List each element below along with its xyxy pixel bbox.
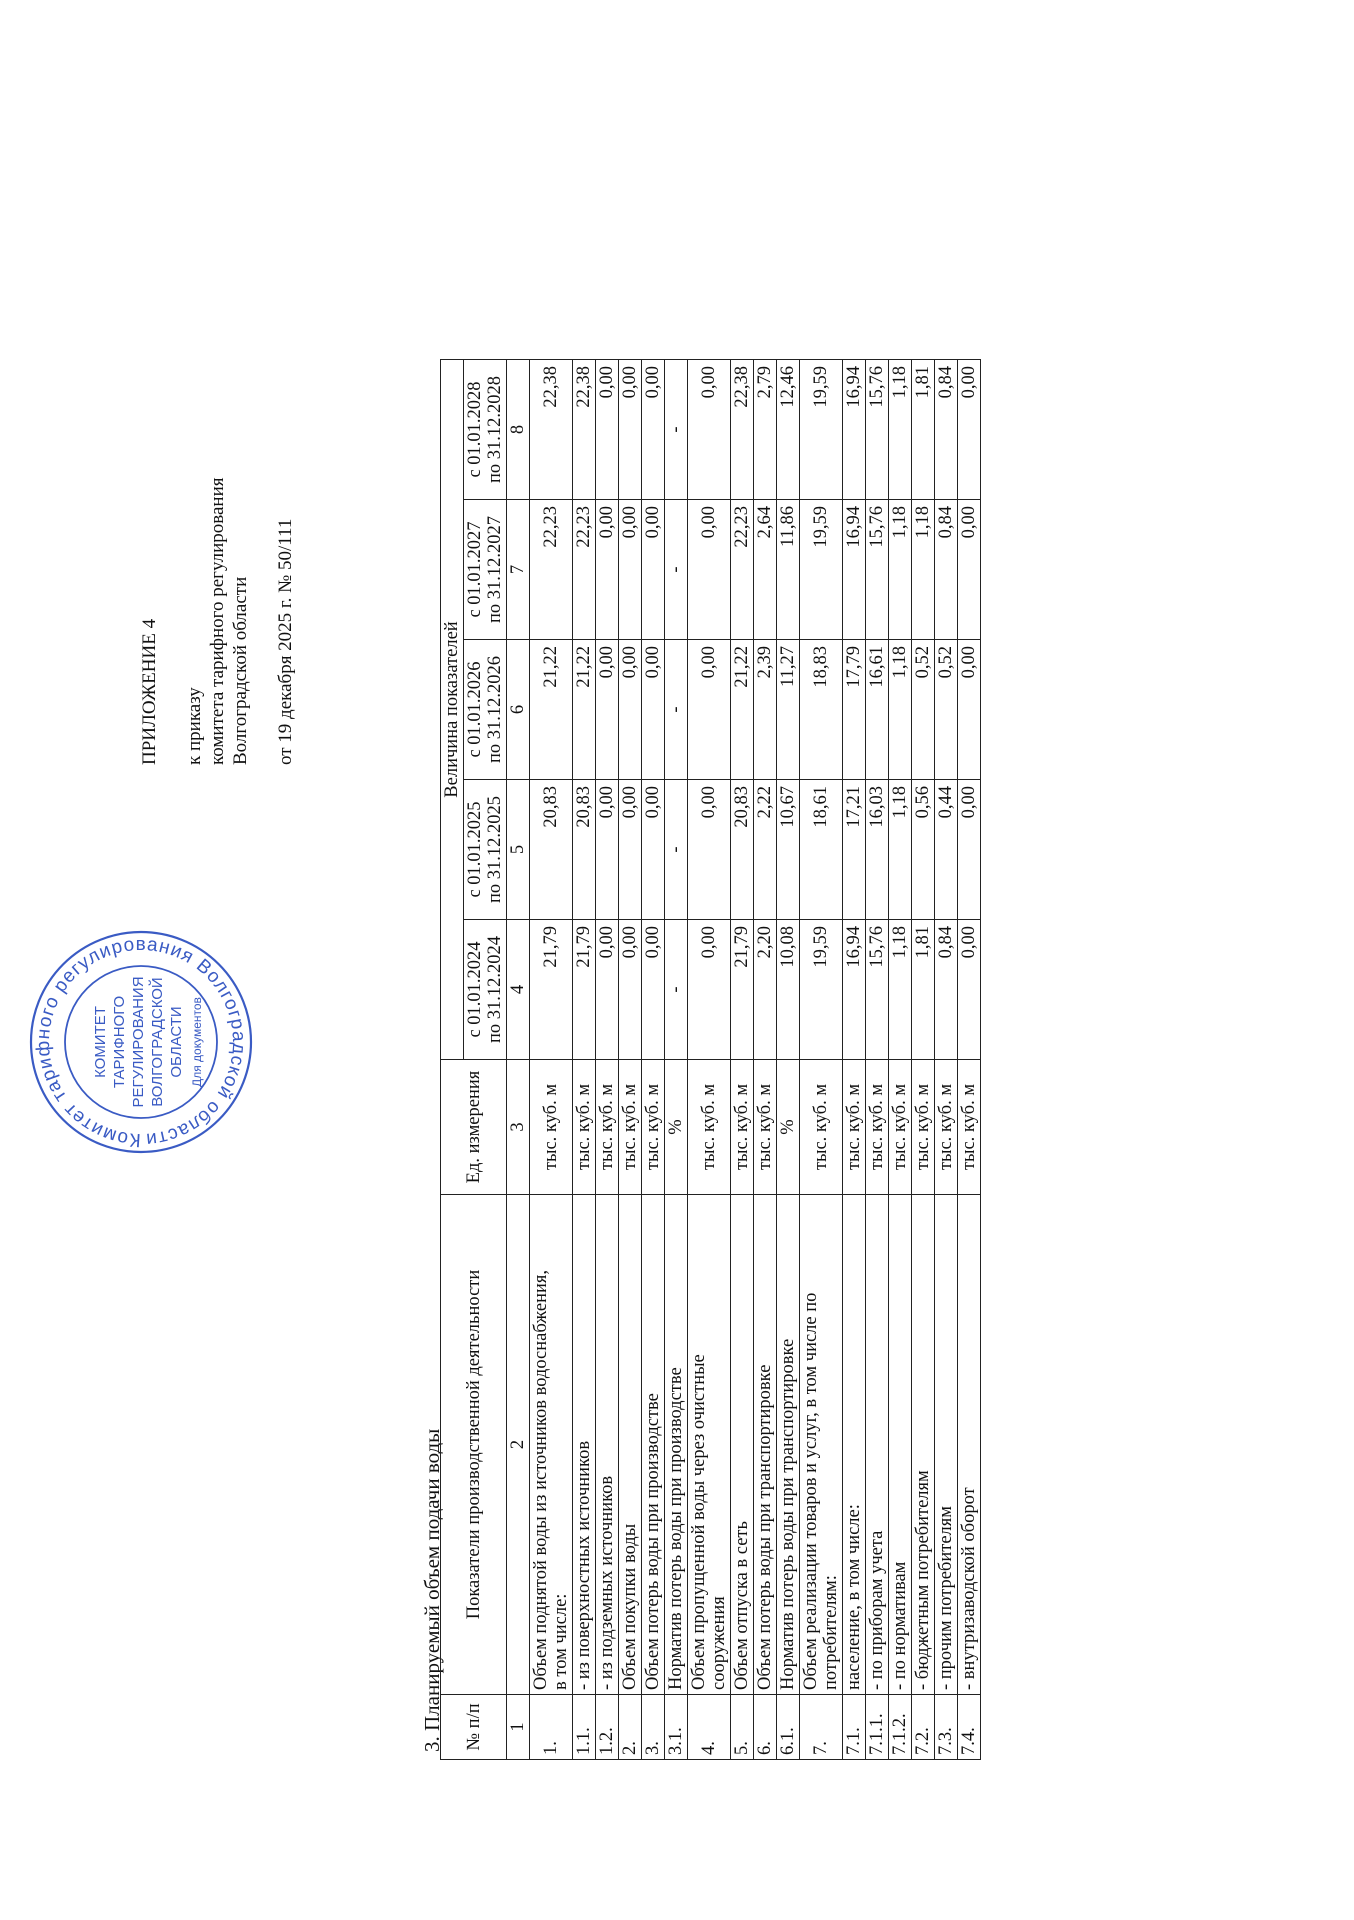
row-value: 21,79 bbox=[731, 920, 754, 1060]
row-value: 20,83 bbox=[731, 780, 754, 920]
stamp-line-5: ОБЛАСТИ bbox=[168, 1006, 185, 1078]
row-value: 11,86 bbox=[777, 500, 800, 640]
row-value: 17,79 bbox=[843, 640, 866, 780]
table-row bbox=[573, 360, 596, 1760]
period-line: с 01.01.2028 bbox=[465, 381, 485, 478]
row-number: 1.1. bbox=[573, 1695, 596, 1760]
row-value: 0,00 bbox=[958, 780, 981, 920]
table-row bbox=[912, 360, 935, 1760]
row-value: 21,22 bbox=[573, 640, 596, 780]
order-line-3: Волгоградской области bbox=[230, 576, 251, 765]
row-value: 22,38 bbox=[731, 360, 754, 500]
row-value: 15,76 bbox=[866, 360, 889, 500]
column-index: 8 bbox=[507, 360, 530, 500]
row-indicator bbox=[958, 1195, 981, 1695]
table-row bbox=[889, 360, 912, 1760]
table-row bbox=[665, 360, 688, 1760]
row-number: 7.2. bbox=[912, 1695, 935, 1760]
row-value: 0,00 bbox=[596, 780, 619, 920]
indicator-line: - прочим потребителям bbox=[936, 1506, 956, 1690]
stamp-ring-text: Комитет тарифного регулирования Волгоградской области bbox=[32, 933, 250, 1151]
indicator-line: сооружения bbox=[709, 1596, 729, 1690]
row-value: 15,76 bbox=[866, 500, 889, 640]
row-indicator bbox=[665, 1195, 688, 1695]
row-unit: тыс. куб. м bbox=[800, 1060, 843, 1195]
row-value: 0,84 bbox=[935, 500, 958, 640]
row-number: 7.1. bbox=[843, 1695, 866, 1760]
row-value: 10,08 bbox=[777, 920, 800, 1060]
period-line: по 31.12.2027 bbox=[485, 515, 505, 624]
table-row bbox=[596, 360, 619, 1760]
indicator-line: Объем покупки воды bbox=[620, 1523, 640, 1690]
row-unit: тыс. куб. м bbox=[619, 1060, 642, 1195]
indicator-line: - внутризаводской оборот bbox=[959, 1487, 979, 1690]
row-value: 16,03 bbox=[866, 780, 889, 920]
period-header bbox=[464, 640, 507, 780]
row-value: 0,00 bbox=[642, 640, 665, 780]
column-index: 6 bbox=[507, 640, 530, 780]
period-header bbox=[464, 780, 507, 920]
row-unit: тыс. куб. м bbox=[688, 1060, 731, 1195]
period-header bbox=[464, 920, 507, 1060]
row-indicator bbox=[843, 1195, 866, 1695]
table-row bbox=[777, 360, 800, 1760]
table-row bbox=[935, 360, 958, 1760]
row-value: 0,52 bbox=[935, 640, 958, 780]
column-index: 2 bbox=[507, 1195, 530, 1695]
row-value: 0,00 bbox=[619, 780, 642, 920]
row-indicator bbox=[530, 1195, 573, 1695]
row-value: 0,52 bbox=[912, 640, 935, 780]
row-value: 0,00 bbox=[688, 500, 731, 640]
indicator-line: - из подземных источников bbox=[597, 1475, 617, 1690]
order-line-2: комитета тарифного регулирования bbox=[207, 477, 228, 765]
indicator-line: Объем потерь воды при транспортировке bbox=[755, 1364, 775, 1690]
row-value: 0,00 bbox=[596, 920, 619, 1060]
column-index: 7 bbox=[507, 500, 530, 640]
row-indicator bbox=[688, 1195, 731, 1695]
row-value: 0,00 bbox=[958, 500, 981, 640]
indicator-line: Норматив потерь воды при транспортировке bbox=[778, 1338, 798, 1690]
period-line: по 31.12.2025 bbox=[485, 795, 505, 904]
row-value: 16,94 bbox=[843, 920, 866, 1060]
period-line: с 01.01.2026 bbox=[465, 661, 485, 758]
row-value: 21,79 bbox=[573, 920, 596, 1060]
row-value: 18,61 bbox=[800, 780, 843, 920]
row-value: 1,81 bbox=[912, 360, 935, 500]
row-value: 0,00 bbox=[688, 780, 731, 920]
row-value: 1,18 bbox=[889, 780, 912, 920]
row-number: 7. bbox=[800, 1695, 843, 1760]
row-number: 7.1.1. bbox=[866, 1695, 889, 1760]
row-number: 3.1. bbox=[665, 1695, 688, 1760]
row-unit: тыс. куб. м bbox=[754, 1060, 777, 1195]
row-value: 0,00 bbox=[958, 920, 981, 1060]
row-value: 0,84 bbox=[935, 360, 958, 500]
row-number: 4. bbox=[688, 1695, 731, 1760]
row-value: 2,64 bbox=[754, 500, 777, 640]
row-unit: тыс. куб. м bbox=[889, 1060, 912, 1195]
row-unit: тыс. куб. м bbox=[866, 1060, 889, 1195]
column-index: 4 bbox=[507, 920, 530, 1060]
water-supply-table bbox=[440, 359, 981, 1760]
row-indicator bbox=[777, 1195, 800, 1695]
row-value: 1,18 bbox=[889, 640, 912, 780]
row-value: - bbox=[665, 640, 688, 780]
row-value: 1,18 bbox=[889, 500, 912, 640]
row-value: 0,00 bbox=[958, 640, 981, 780]
row-value: 0,00 bbox=[688, 920, 731, 1060]
row-value: 19,59 bbox=[800, 920, 843, 1060]
stamp-bottom: Для документов bbox=[190, 997, 204, 1087]
table-row bbox=[530, 360, 573, 1760]
table-row bbox=[843, 360, 866, 1760]
table-row bbox=[754, 360, 777, 1760]
table-row bbox=[642, 360, 665, 1760]
row-value: 0,00 bbox=[596, 640, 619, 780]
row-indicator bbox=[642, 1195, 665, 1695]
row-indicator bbox=[912, 1195, 935, 1695]
order-header bbox=[138, 205, 297, 765]
row-value: 0,44 bbox=[935, 780, 958, 920]
row-value: 0,00 bbox=[958, 360, 981, 500]
row-value: 0,00 bbox=[619, 360, 642, 500]
indicator-line: в том числе: bbox=[551, 1593, 571, 1690]
row-indicator bbox=[619, 1195, 642, 1695]
row-value: 0,00 bbox=[596, 360, 619, 500]
table-row bbox=[800, 360, 843, 1760]
period-header bbox=[464, 500, 507, 640]
row-value: 1,81 bbox=[912, 920, 935, 1060]
row-indicator bbox=[731, 1195, 754, 1695]
row-unit: % bbox=[777, 1060, 800, 1195]
row-value: 22,38 bbox=[530, 360, 573, 500]
indicator-line: потребителям: bbox=[821, 1575, 841, 1690]
row-indicator bbox=[889, 1195, 912, 1695]
official-seal bbox=[25, 926, 257, 1158]
row-indicator bbox=[800, 1195, 843, 1695]
row-value: 22,23 bbox=[573, 500, 596, 640]
indicator-line: население, в том числе: bbox=[844, 1504, 864, 1690]
period-header bbox=[464, 360, 507, 500]
table-row bbox=[688, 360, 731, 1760]
row-value: 2,39 bbox=[754, 640, 777, 780]
indicator-line: - по нормативам bbox=[890, 1561, 910, 1690]
appendix-title: ПРИЛОЖЕНИЕ 4 bbox=[139, 618, 160, 765]
row-number: 7.3. bbox=[935, 1695, 958, 1760]
row-indicator bbox=[754, 1195, 777, 1695]
col-unit-header: Ед. измерения bbox=[441, 1060, 507, 1195]
row-value: 1,18 bbox=[912, 500, 935, 640]
row-number: 6.1. bbox=[777, 1695, 800, 1760]
order-date: от 19 декабря 2025 г. № 50/111 bbox=[275, 518, 296, 765]
row-unit: тыс. куб. м bbox=[912, 1060, 935, 1195]
row-value: 12,46 bbox=[777, 360, 800, 500]
row-number: 6. bbox=[754, 1695, 777, 1760]
row-value: 10,67 bbox=[777, 780, 800, 920]
row-value: 0,00 bbox=[688, 360, 731, 500]
col-indicator-header: Показатели производственной деятельности bbox=[441, 1195, 507, 1695]
row-value: 16,94 bbox=[843, 360, 866, 500]
row-number: 1.2. bbox=[596, 1695, 619, 1760]
period-line: с 01.01.2027 bbox=[465, 521, 485, 618]
column-index: 1 bbox=[507, 1695, 530, 1760]
row-indicator bbox=[935, 1195, 958, 1695]
row-value: 16,94 bbox=[843, 500, 866, 640]
row-value: 2,20 bbox=[754, 920, 777, 1060]
row-value: 21,79 bbox=[530, 920, 573, 1060]
indicator-line: - по приборам учета bbox=[867, 1530, 887, 1690]
stamp-line-4: ВОЛГОГРАДСКОЙ bbox=[149, 977, 166, 1107]
section-title: 3. Планируемый объем подачи воды bbox=[420, 1428, 444, 1752]
row-value: 16,61 bbox=[866, 640, 889, 780]
row-number: 2. bbox=[619, 1695, 642, 1760]
row-value: 0,00 bbox=[619, 920, 642, 1060]
row-value: 22,23 bbox=[731, 500, 754, 640]
row-value: 15,76 bbox=[866, 920, 889, 1060]
column-index: 5 bbox=[507, 780, 530, 920]
row-number: 7.1.2. bbox=[889, 1695, 912, 1760]
row-number: 1. bbox=[530, 1695, 573, 1760]
column-index: 3 bbox=[507, 1060, 530, 1195]
row-value: - bbox=[665, 780, 688, 920]
row-value: 0,00 bbox=[619, 640, 642, 780]
row-value: - bbox=[665, 500, 688, 640]
row-unit: тыс. куб. м bbox=[731, 1060, 754, 1195]
row-indicator bbox=[596, 1195, 619, 1695]
row-unit: % bbox=[665, 1060, 688, 1195]
row-value: 0,00 bbox=[596, 500, 619, 640]
row-value: 20,83 bbox=[573, 780, 596, 920]
row-value: 0,56 bbox=[912, 780, 935, 920]
table-row bbox=[866, 360, 889, 1760]
row-value: 21,22 bbox=[731, 640, 754, 780]
row-unit: тыс. куб. м bbox=[958, 1060, 981, 1195]
row-value: 20,83 bbox=[530, 780, 573, 920]
row-value: 22,38 bbox=[573, 360, 596, 500]
row-value: 18,83 bbox=[800, 640, 843, 780]
indicator-line: Объем реализации товаров и услуг, в том числе по bbox=[801, 1292, 821, 1690]
row-value: 1,18 bbox=[889, 920, 912, 1060]
table-row bbox=[731, 360, 754, 1760]
row-value: 2,79 bbox=[754, 360, 777, 500]
row-value: - bbox=[665, 920, 688, 1060]
col-number-header: № п/п bbox=[441, 1695, 507, 1760]
row-unit: тыс. куб. м bbox=[530, 1060, 573, 1195]
order-line-1: к приказу bbox=[184, 687, 205, 765]
indicator-line: Объем поднятой воды из источников водоснабжения, bbox=[531, 1270, 551, 1690]
row-value: 11,27 bbox=[777, 640, 800, 780]
row-value: 0,00 bbox=[642, 780, 665, 920]
row-value: 21,22 bbox=[530, 640, 573, 780]
indicator-line: Объем пропущенной воды через очистные bbox=[689, 1354, 709, 1690]
indicator-line: - из поверхностных источников bbox=[574, 1440, 594, 1690]
indicator-line: Объем отпуска в сеть bbox=[732, 1521, 752, 1690]
table-row bbox=[619, 360, 642, 1760]
row-unit: тыс. куб. м bbox=[935, 1060, 958, 1195]
period-line: с 01.01.2025 bbox=[465, 801, 485, 898]
period-line: с 01.01.2024 bbox=[465, 941, 485, 1038]
stamp-line-2: ТАРИФНОГО bbox=[111, 995, 128, 1089]
row-value: 22,23 bbox=[530, 500, 573, 640]
row-value: 1,18 bbox=[889, 360, 912, 500]
row-unit: тыс. куб. м bbox=[642, 1060, 665, 1195]
values-group-header: Величина показателей bbox=[441, 360, 464, 1060]
row-indicator bbox=[866, 1195, 889, 1695]
row-value: 19,59 bbox=[800, 360, 843, 500]
row-value: 0,84 bbox=[935, 920, 958, 1060]
row-value: 0,00 bbox=[642, 360, 665, 500]
row-unit: тыс. куб. м bbox=[843, 1060, 866, 1195]
row-value: 17,21 bbox=[843, 780, 866, 920]
period-line: по 31.12.2024 bbox=[485, 935, 505, 1044]
stamp-line-3: РЕГУЛИРОВАНИЯ bbox=[130, 976, 147, 1108]
period-line: по 31.12.2026 bbox=[485, 655, 505, 764]
row-number: 7.4. bbox=[958, 1695, 981, 1760]
row-value: - bbox=[665, 360, 688, 500]
table-row bbox=[958, 360, 981, 1760]
row-unit: тыс. куб. м bbox=[573, 1060, 596, 1195]
row-number: 5. bbox=[731, 1695, 754, 1760]
period-line: по 31.12.2028 bbox=[485, 375, 505, 484]
row-unit: тыс. куб. м bbox=[596, 1060, 619, 1195]
row-value: 2,22 bbox=[754, 780, 777, 920]
stamp-line-1: КОМИТЕТ bbox=[92, 1006, 109, 1078]
row-value: 0,00 bbox=[619, 500, 642, 640]
indicator-line: Норматив потерь воды при производстве bbox=[666, 1367, 686, 1690]
row-value: 0,00 bbox=[642, 920, 665, 1060]
row-value: 0,00 bbox=[642, 500, 665, 640]
row-indicator bbox=[573, 1195, 596, 1695]
row-value: 19,59 bbox=[800, 500, 843, 640]
indicator-line: Объем потерь воды при производстве bbox=[643, 1393, 663, 1690]
row-value: 0,00 bbox=[688, 640, 731, 780]
indicator-line: - бюджетным потребителям bbox=[913, 1470, 933, 1690]
row-number: 3. bbox=[642, 1695, 665, 1760]
